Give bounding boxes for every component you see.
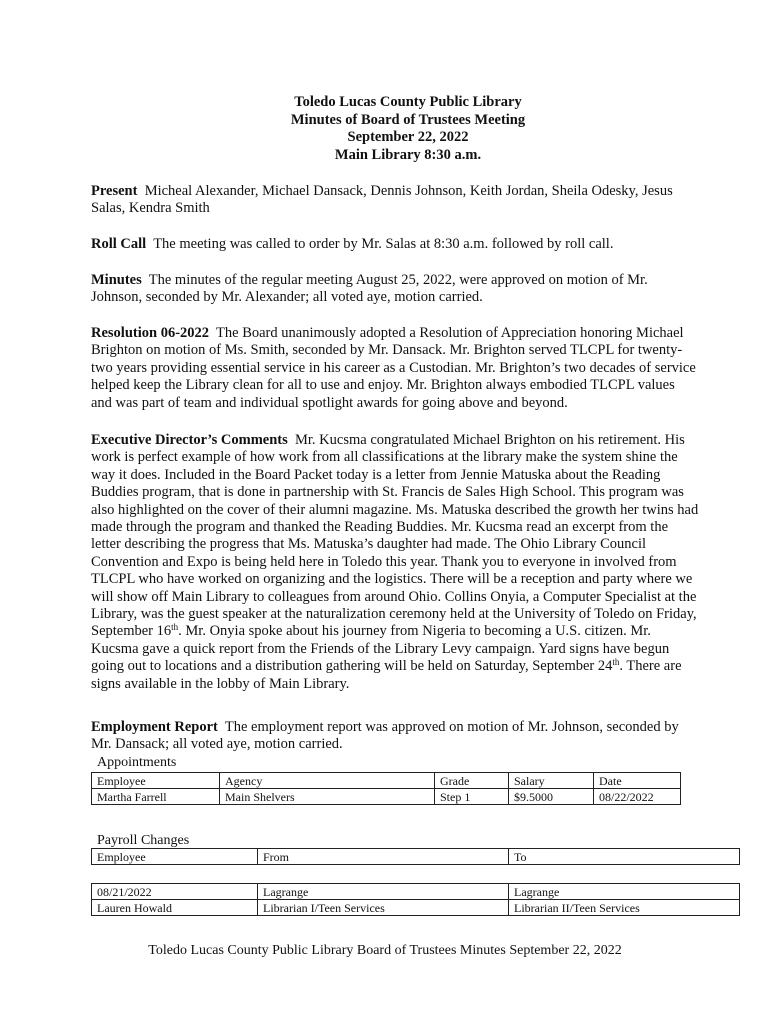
director-text: made through the program and thanked the Reading Buddies. Mr. Kucsma read an excerpt from the <box>91 519 669 536</box>
director-comments-paragraph <box>91 432 713 693</box>
payroll-changes-header-table <box>91 848 740 865</box>
meeting-title: Minutes of Board of Trustees Meeting <box>290 111 526 128</box>
library-name: Toledo Lucas County Public Library <box>294 94 522 110</box>
page-footer: Toledo Lucas County Public Library Board of Trustees Minutes September 22, 2022 <box>148 943 622 958</box>
minutes-text: The minutes of the regular meeting August 25, 2022, were approved on motion of Mr. <box>148 272 648 288</box>
resolution-label: Resolution 06-2022 <box>91 325 210 341</box>
director-comments-label: Executive Director’s Comments <box>91 432 288 448</box>
resolution-paragraph <box>91 325 713 412</box>
table-cell: Lauren Howald <box>92 900 258 916</box>
minutes-paragraph <box>91 272 713 307</box>
table-cell: Lagrange <box>509 884 740 900</box>
appointments-title: Appointments <box>97 755 177 770</box>
table-row <box>92 884 740 900</box>
table-cell: Librarian I/Teen Services <box>258 900 509 916</box>
table-header-cell: From <box>258 849 509 865</box>
employment-text: Mr. Dansack; all voted aye, motion carried. <box>91 736 343 753</box>
resolution-text: two years providing essential service in his career as a Custodian. Mr. Brighton’s two decades of service <box>91 359 696 376</box>
roll-call-paragraph <box>91 236 713 253</box>
table-cell: 08/21/2022 <box>92 884 258 900</box>
resolution-text: Brighton on motion of Ms. Smith, seconded by Mr. Dansack. Mr. Brighton served TLCPL for twenty- <box>91 342 683 359</box>
table-header-cell: Agency <box>220 773 435 789</box>
table-header-cell: Employee <box>92 849 258 865</box>
payroll-changes-table <box>91 883 740 916</box>
table-row <box>92 900 740 916</box>
director-text: work is perfect example of how work from all classifications at the library make the system shine the <box>91 449 678 466</box>
table-cell: Step 1 <box>435 789 509 805</box>
table-header-cell: To <box>509 849 740 865</box>
director-text: going out to locations and a distribution gathering will be held on Saturday, September 24th. There are <box>91 657 682 675</box>
director-text: also highlighted on the cover of their alumni magazine. Ms. Matuska described the growth her twins had <box>91 501 699 518</box>
table-header-cell: Salary <box>509 773 594 789</box>
document-header <box>0 94 770 164</box>
director-text: Kucsma gave a quick report from the Friends of the Library Levy campaign. Yard signs have begun <box>91 640 670 657</box>
employment-report-label: Employment Report <box>91 719 218 735</box>
table-header-row <box>92 849 740 865</box>
roll-call-text: The meeting was called to order by Mr. Salas at 8:30 a.m. followed by roll call. <box>153 236 614 252</box>
director-text: Buddies program, that is done in partnership with St. Francis de Sales High School. This program was <box>91 484 684 501</box>
resolution-text: and was part of team and individual spotlight awards for going above and beyond. <box>91 394 568 411</box>
table-header-cell: Employee <box>92 773 220 789</box>
minutes-label: Minutes <box>91 272 142 288</box>
present-text: Micheal Alexander, Michael Dansack, Dennis Johnson, Keith Jordan, Sheila Odesky, Jesus <box>144 183 673 199</box>
table-header-cell: Grade <box>435 773 509 789</box>
meeting-date: September 22, 2022 <box>347 129 469 145</box>
table-cell: Main Shelvers <box>220 789 435 805</box>
director-text: September 16th. Mr. Onyia spoke about his journey from Nigeria to becoming a U.S. citizen. Mr. <box>91 622 651 640</box>
employment-text: The employment report was approved on motion of Mr. Johnson, seconded by <box>224 719 679 735</box>
director-text: TLCPL who have worked on organizing and the logistics. There will be a reception and party where we <box>91 571 693 588</box>
table-header-row <box>92 773 681 789</box>
present-text: Salas, Kendra Smith <box>91 200 210 217</box>
table-cell: Martha Farrell <box>92 789 220 805</box>
table-cell: 08/22/2022 <box>594 789 681 805</box>
director-text: Library, was the guest speaker at the naturalization ceremony held at the University of Toledo on Friday, <box>91 606 697 623</box>
present-paragraph <box>91 183 713 218</box>
present-label: Present <box>91 183 138 199</box>
payroll-changes-title: Payroll Changes <box>97 833 190 848</box>
director-text: signs available in the lobby of Main Library. <box>91 675 350 692</box>
director-text: Convention and Expo is being held here in Toledo this year. Thank you to everyone in involved from <box>91 553 677 570</box>
table-cell: Lagrange <box>258 884 509 900</box>
director-text: letter describing the progress that Ms. Matuska’s daughter had made. The Ohio Library Council <box>91 536 647 553</box>
resolution-text: The Board unanimously adopted a Resolution of Appreciation honoring Michael <box>216 325 684 341</box>
minutes-text: Johnson, seconded by Mr. Alexander; all voted aye, motion carried. <box>91 289 483 306</box>
table-row <box>92 789 681 805</box>
director-text: Mr. Kucsma congratulated Michael Brighton on his retirement. His <box>295 432 685 448</box>
resolution-text: helped keep the Library clean for all to use and enjoy. Mr. Brighton always embodied TLCPL values <box>91 377 675 394</box>
employment-report-paragraph <box>91 719 713 754</box>
table-header-cell: Date <box>594 773 681 789</box>
director-text: will show off Main Library to colleagues from around Ohio. Collins Onyia, a Computer Specialist at the <box>91 588 697 605</box>
director-text: way it does. Included in the Board Packet today is a letter from Jennie Matuska about the Reading <box>91 466 661 483</box>
roll-call-label: Roll Call <box>91 236 147 252</box>
table-cell: $9.5000 <box>509 789 594 805</box>
table-cell: Librarian II/Teen Services <box>509 900 740 916</box>
appointments-table <box>91 772 681 805</box>
meeting-location-time: Main Library 8:30 a.m. <box>334 146 482 163</box>
